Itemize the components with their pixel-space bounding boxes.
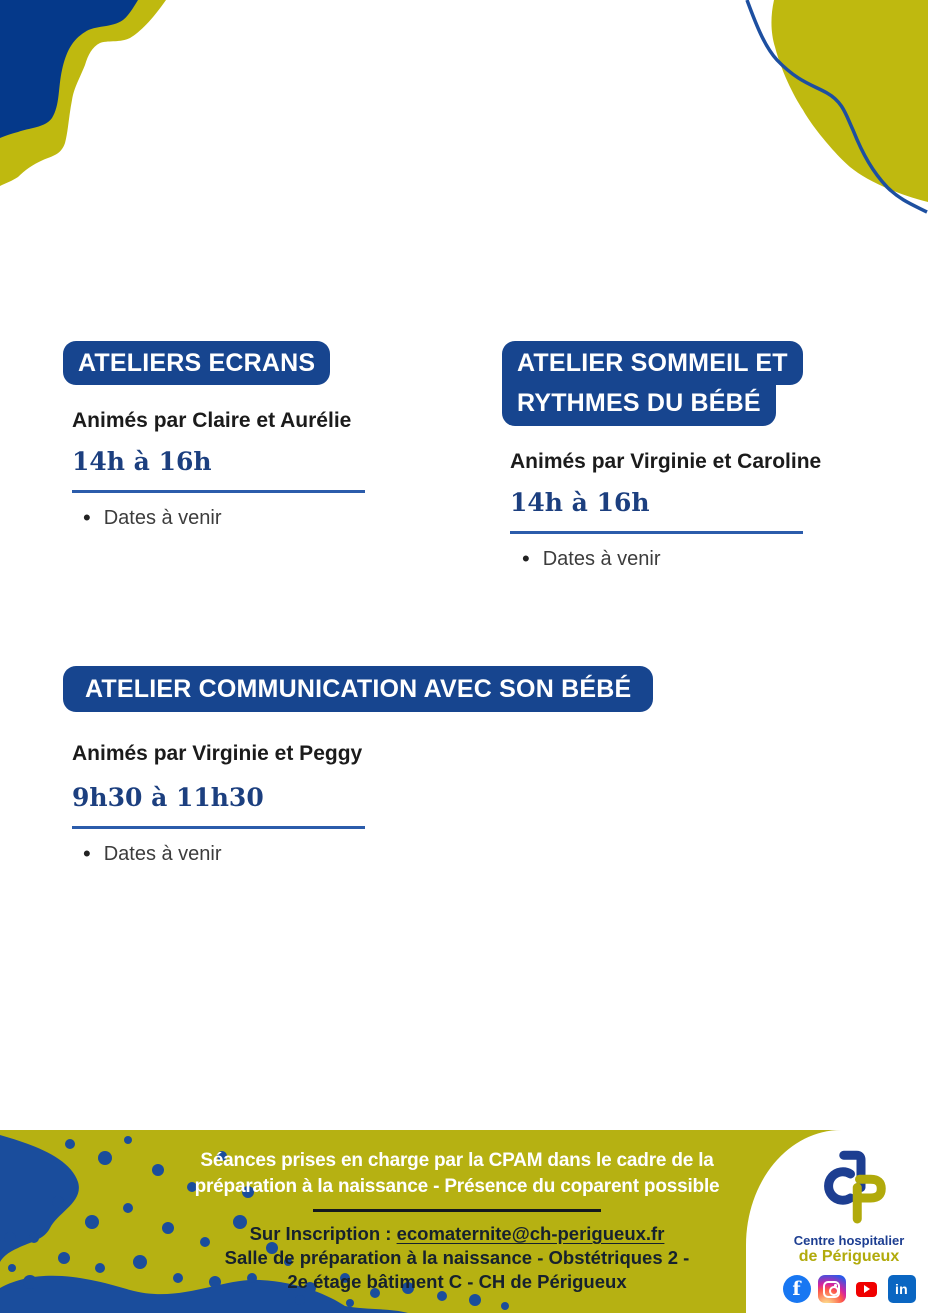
workshop-title: [63, 666, 653, 712]
blue-curve-line: [747, 0, 927, 212]
workshop-time: 9h30 à 11h30: [72, 783, 264, 813]
workshop-facilitators: Animés par Virginie et Peggy: [72, 742, 363, 765]
brand-block: [770, 1130, 928, 1303]
list-item-text: Dates à venir: [542, 547, 661, 570]
footer-text-block: [150, 1148, 764, 1294]
bullet-icon: •: [522, 546, 530, 572]
address-line2: 2e étage bâtiment C - CH de Périgueux: [287, 1271, 627, 1292]
footer: [0, 1130, 928, 1313]
footer-divider: [313, 1209, 601, 1212]
workshop-title-line2: RYTHMES DU BÉBÉ: [502, 383, 776, 426]
top-left-blob-decoration: [0, 0, 175, 200]
cpam-line2: préparation à la naissance - Présence du coparent possible: [194, 1176, 720, 1197]
workshop-time: 14h à 16h: [510, 488, 650, 518]
olive-blob-shape: [771, 0, 928, 202]
underline-rule: [72, 490, 365, 493]
workshop-dates-list: [83, 507, 403, 530]
list-item: [83, 507, 403, 530]
workshop-facilitators: Animés par Claire et Aurélie: [72, 409, 352, 432]
instagram-camera-frame: [823, 1281, 840, 1298]
workshop-card-communication: [63, 666, 723, 866]
workshop-card-ecrans: [63, 341, 403, 530]
workshop-title-text: ATELIER COMMUNICATION AVEC SON BÉBÉ: [85, 675, 632, 703]
list-item-text: Dates à venir: [103, 842, 222, 865]
youtube-icon[interactable]: [853, 1275, 881, 1303]
olive-blob-shape: [0, 0, 166, 186]
instagram-icon[interactable]: [818, 1275, 846, 1303]
workshop-title-text: ATELIERS ECRANS: [78, 349, 316, 377]
bullet-icon: •: [83, 841, 91, 867]
workshop-title: [502, 341, 842, 426]
brand-name-line2: de Périgueux: [798, 1248, 900, 1265]
workshop-time: 14h à 16h: [72, 447, 212, 477]
bullet-icon: •: [83, 505, 91, 531]
workshop-facilitators: Animés par Virginie et Caroline: [510, 450, 822, 473]
list-item-text: Dates à venir: [103, 506, 222, 529]
inscription-line: [150, 1222, 764, 1246]
linkedin-icon[interactable]: in: [888, 1275, 916, 1303]
workshop-card-sommeil: [502, 341, 842, 571]
address-line1: Salle de préparation à la naissance - Obstétriques 2 -: [224, 1247, 690, 1268]
play-triangle-icon: [864, 1285, 870, 1293]
instagram-camera-dot: [834, 1284, 837, 1287]
blue-blob-shape: [0, 0, 138, 138]
inscription-email-link[interactable]: ecomaternite@ch-perigueux.fr: [396, 1223, 665, 1244]
youtube-play-badge: [856, 1282, 877, 1297]
underline-rule: [72, 826, 365, 829]
list-item: [83, 843, 723, 866]
inscription-label: Sur Inscription :: [249, 1223, 397, 1244]
logo-c-stroke: [829, 1172, 851, 1201]
brand-name-line1: Centre hospitalier: [793, 1233, 905, 1248]
workshop-dates-list: [522, 548, 842, 571]
workshop-title: [63, 341, 330, 385]
underline-rule: [510, 531, 803, 534]
cpam-notice: [150, 1148, 764, 1200]
address-block: [150, 1246, 764, 1294]
cpam-line1: Séances prises en charge par la CPAM dans le cadre de la: [200, 1150, 714, 1171]
facebook-icon[interactable]: f: [783, 1275, 811, 1303]
social-links: [770, 1275, 928, 1303]
workshop-title-line1: ATELIER SOMMEIL ET: [502, 341, 803, 385]
instagram-camera-lens: [829, 1286, 839, 1296]
workshop-dates-list: [83, 843, 723, 866]
chp-logo: [803, 1144, 895, 1228]
top-right-blob-decoration: [718, 0, 928, 218]
list-item: [522, 548, 842, 571]
